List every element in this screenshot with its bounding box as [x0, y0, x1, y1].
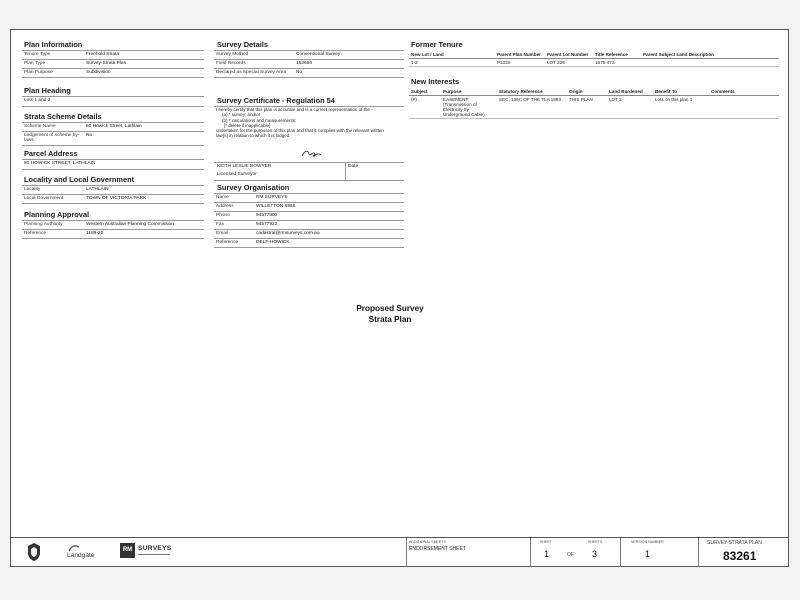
surveyor-signature-icon: [300, 148, 322, 160]
table-row: Reference DELF-HOWICK: [214, 239, 404, 248]
table-row: Name RM SURVEYS: [214, 194, 404, 203]
additional-sheets-cell: ADDITIONAL SHEETS ENDORSEMENT SHEET: [406, 538, 530, 567]
table-row: 1-2 P1030 LOT 226 1675-473: [409, 59, 779, 67]
divider: [22, 159, 204, 160]
locality-table: [22, 185, 204, 204]
planning-approval-heading: Planning Approval: [24, 210, 90, 219]
divider: [22, 96, 204, 97]
table-row: Declared as Special Survey Area No: [214, 69, 404, 78]
sheets-total: 3: [592, 549, 598, 559]
plan-number: 83261: [723, 549, 757, 563]
sheet-count-cell: SHEET SHEETS 1 OF 3: [530, 538, 620, 567]
date-label: Date: [348, 164, 359, 169]
plan-heading-text: Lots 1 and 2: [24, 98, 51, 103]
table-row: Scheme Name 80 Howick Street, Lathlain: [22, 123, 204, 132]
divider: [345, 162, 346, 180]
version-number: 1: [645, 549, 651, 559]
table-row: Survey Method Conventional Survey: [214, 51, 404, 60]
strata-scheme-table: [22, 122, 204, 146]
table-row: Email cadastral@rmsurveys.com.au: [214, 230, 404, 239]
former-tenure-heading: Former Tenure: [411, 40, 463, 49]
table-row: Local Government TOWN OF VICTORIA PARK: [22, 195, 204, 204]
rm-surveys-logo-text: SURVEYS: [138, 545, 172, 552]
table-row: Fax 94577922: [214, 221, 404, 230]
table-row: Planning Authority Western Australian Planning Commission: [22, 221, 204, 230]
certificate-text: I hereby certify that this plan is accurate and is a correct representation of the - (a) * survey; and/or (b) * calculations and measurements; [* delete if inapplicable] undertaken for the purposes of this plan and that it complies with the relevant written law(s) in relation to which it is lodged.: [216, 107, 384, 139]
table-header-row: New Lot / Land Parent Plan Number Parent Lot Number Title Reference Parent Subject Land Description: [409, 51, 779, 59]
planning-approval-table: [22, 220, 204, 239]
table-row: (F) EASEMENT (Transmission of Electricity by Underground Cable) SEC. 136C OF THE TLA 1893 THIS PLAN LOT 2 Lots on this plan 1: [409, 96, 779, 119]
surveyor-role: Licensed Surveyor: [217, 172, 257, 177]
plan-heading-heading: Plan Heading: [24, 86, 71, 95]
survey-organisation-table: [214, 193, 404, 248]
table-row: Lodgement of scheme by-laws No: [22, 132, 204, 146]
divider: [22, 169, 204, 170]
former-tenure-table: [409, 51, 779, 67]
divider: [214, 162, 404, 163]
landgate-logo-text: Landgate: [67, 552, 95, 559]
plan-number-cell: SURVEY-STRATA PLAN 83261: [698, 538, 789, 567]
divider: [138, 554, 170, 555]
version-cell: VERSION NUMBER 1: [620, 538, 698, 567]
rm-logo-icon: RM: [120, 543, 135, 558]
table-header-row: Subject Purpose Statutory Reference Origin Land Burdened Benefit To Comments: [409, 88, 779, 96]
plan-information-heading: Plan Information: [24, 40, 83, 49]
table-row: Tenure Type Freehold Strata: [22, 51, 204, 60]
table-row: Locality LATHLAIN: [22, 186, 204, 195]
proposed-survey-label: Proposed Survey Strata Plan: [356, 304, 424, 324]
parcel-address-heading: Parcel Address: [24, 149, 78, 158]
landgate-logo-icon: [68, 544, 80, 552]
plan-information-table: [22, 50, 204, 78]
survey-details-table: [214, 50, 404, 78]
table-row: Phone 94577900: [214, 212, 404, 221]
table-row: Plan Purpose Subdivision: [22, 69, 204, 78]
divider: [22, 106, 204, 107]
survey-certificate-heading: Survey Certificate - Regulation 54: [217, 96, 335, 105]
table-row: Reference 1189-20: [22, 230, 204, 239]
strata-scheme-heading: Strata Scheme Details: [24, 112, 102, 121]
table-row: Field Records 152654: [214, 60, 404, 69]
divider: [214, 180, 404, 181]
locality-heading: Locality and Local Government: [24, 175, 135, 184]
new-interests-heading: New Interests: [411, 77, 460, 86]
title-block: [10, 537, 789, 567]
survey-organisation-heading: Survey Organisation: [217, 183, 290, 192]
surveyor-name: KEITH LESLIE BOWYER: [217, 164, 272, 169]
table-row: Address WILLETTON 6955: [214, 203, 404, 212]
sheet-number: 1: [544, 549, 550, 559]
survey-details-heading: Survey Details: [217, 40, 268, 49]
table-row: Plan Type Survey-Strata Plan: [22, 60, 204, 69]
new-interests-table: [409, 88, 779, 119]
wa-crest-icon: [24, 542, 44, 562]
parcel-address-text: 80 HOWICK STREET, LATHLAIN: [24, 161, 96, 166]
